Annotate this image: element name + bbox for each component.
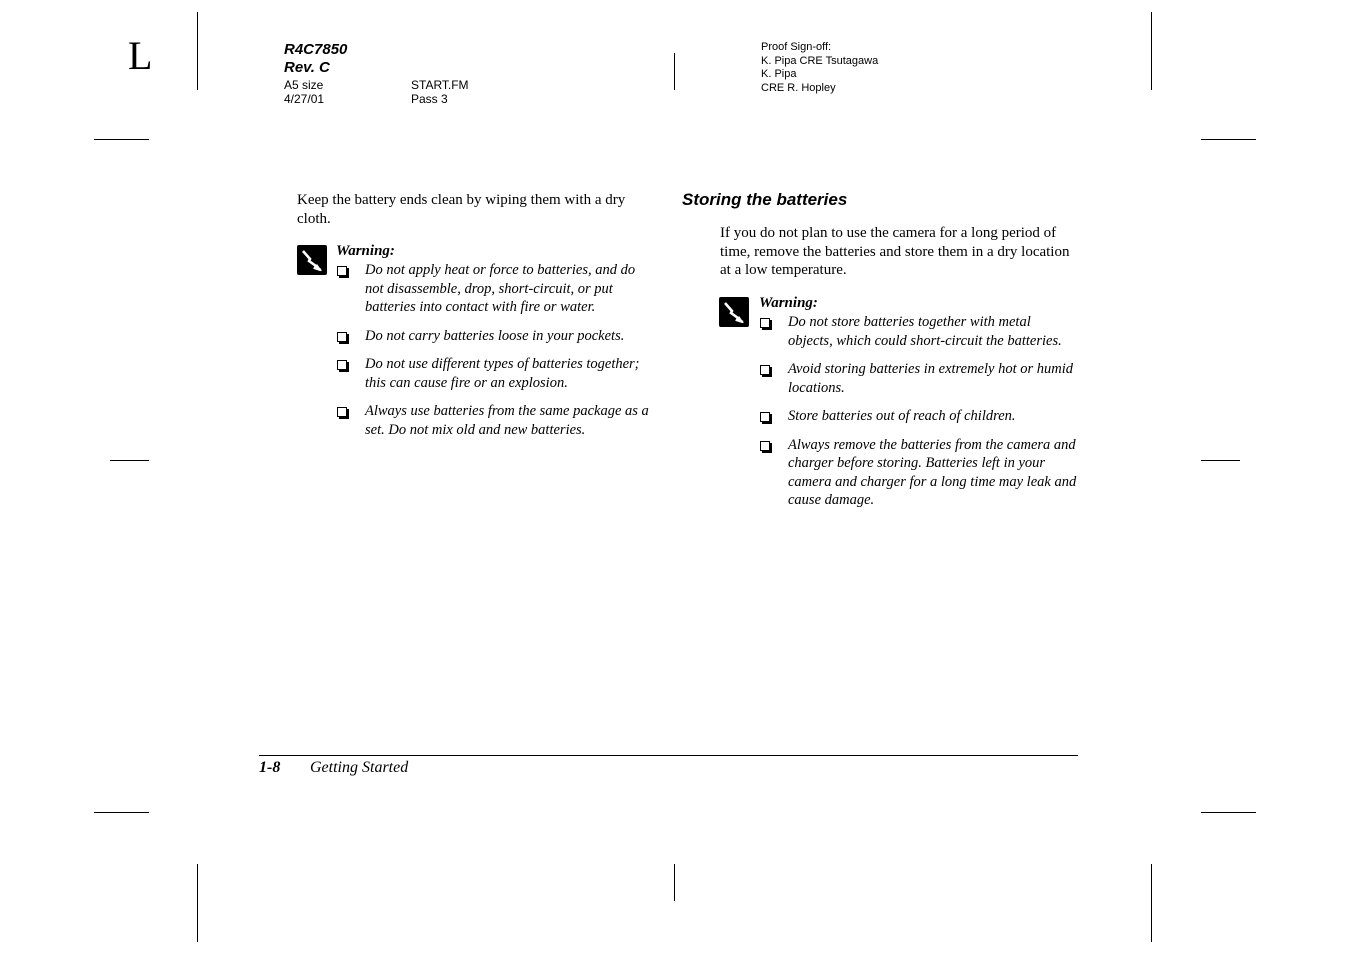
page-side-letter: L	[128, 33, 153, 78]
proof-line: Proof Sign-off:	[761, 41, 832, 53]
crop-mark	[1201, 812, 1256, 813]
left-intro-text: Keep the battery ends clean by wiping them with a dry cloth.	[297, 192, 626, 227]
crop-mark	[1151, 12, 1152, 90]
proof-signoff	[761, 41, 878, 95]
checkbox-bullet-icon	[337, 360, 347, 370]
warning-text: Do not apply heat or force to batteries, and do not disassemble, drop, short-circuit, or put batteries into contact with fire or water.	[365, 262, 636, 315]
section-title: Storing the batteries	[682, 190, 848, 209]
doc-header-info	[284, 41, 347, 77]
proof-line: K. Pipa CRE Tsutagawa	[761, 54, 879, 67]
warning-text: Store batteries out of reach of children.	[788, 408, 1016, 424]
proof-line: CRE R. Hopley	[761, 81, 836, 94]
warning-text: Do not store batteries together with metal objects, which could short-circuit the batteries.	[788, 314, 1062, 349]
checkbox-bullet-icon	[337, 266, 347, 276]
checkbox-bullet-icon	[760, 365, 770, 375]
warning-text: Always use batteries from the same package as a set. Do not mix old and new batteries.	[365, 403, 649, 438]
chapter-title: Getting Started	[310, 759, 409, 776]
list-item	[336, 402, 656, 439]
list-item	[336, 261, 656, 317]
left-warning-list	[336, 261, 656, 449]
crop-mark	[94, 139, 149, 140]
doc-date: 4/27/01	[284, 92, 325, 106]
warning-text: Do not use different types of batteries together; this can cause fire or an explosion.	[365, 356, 640, 391]
checkbox-bullet-icon	[760, 318, 770, 328]
crop-mark	[197, 864, 198, 942]
list-item	[336, 327, 656, 346]
checkbox-bullet-icon	[337, 407, 347, 417]
crop-mark	[197, 12, 198, 90]
warning-text: Always remove the batteries from the camera and charger before storing. Batteries left in your camera and charger for a long time may leak and cause damage.	[788, 436, 1077, 508]
checkbox-bullet-icon	[337, 332, 347, 342]
warning-lightning-icon	[297, 245, 327, 275]
warning-lightning-icon	[719, 297, 749, 327]
crop-mark	[674, 53, 675, 90]
crop-mark	[110, 460, 149, 461]
revision: Rev. C	[284, 59, 330, 76]
crop-mark	[1201, 460, 1240, 461]
right-intro-text: If you do not plan to use the camera for a long period of time, remove the batteries and store them in a dry location at a low temperature.	[720, 225, 1070, 278]
crop-mark	[674, 864, 675, 901]
list-item	[759, 313, 1079, 350]
paper-size: A5 size	[284, 78, 324, 92]
crop-mark	[1201, 139, 1256, 140]
right-warning-list	[759, 313, 1079, 520]
file-name: START.FM	[411, 78, 469, 92]
checkbox-bullet-icon	[760, 412, 770, 422]
list-item	[759, 407, 1079, 426]
footer-rule	[259, 755, 1078, 756]
list-item	[336, 355, 656, 392]
list-item	[759, 360, 1079, 397]
checkbox-bullet-icon	[760, 441, 770, 451]
proof-line: K. Pipa	[761, 68, 797, 80]
pass-number: Pass 3	[411, 92, 448, 106]
warning-text: Avoid storing batteries in extremely hot or humid locations.	[788, 361, 1073, 396]
model-number: R4C7850	[284, 41, 348, 58]
crop-mark	[1151, 864, 1152, 942]
warning-label: Warning:	[759, 295, 818, 311]
warning-text: Do not carry batteries loose in your pockets.	[365, 327, 625, 344]
list-item	[759, 436, 1079, 510]
warning-label: Warning:	[336, 243, 395, 259]
page-number: 1-8	[259, 759, 281, 776]
crop-mark	[94, 812, 149, 813]
